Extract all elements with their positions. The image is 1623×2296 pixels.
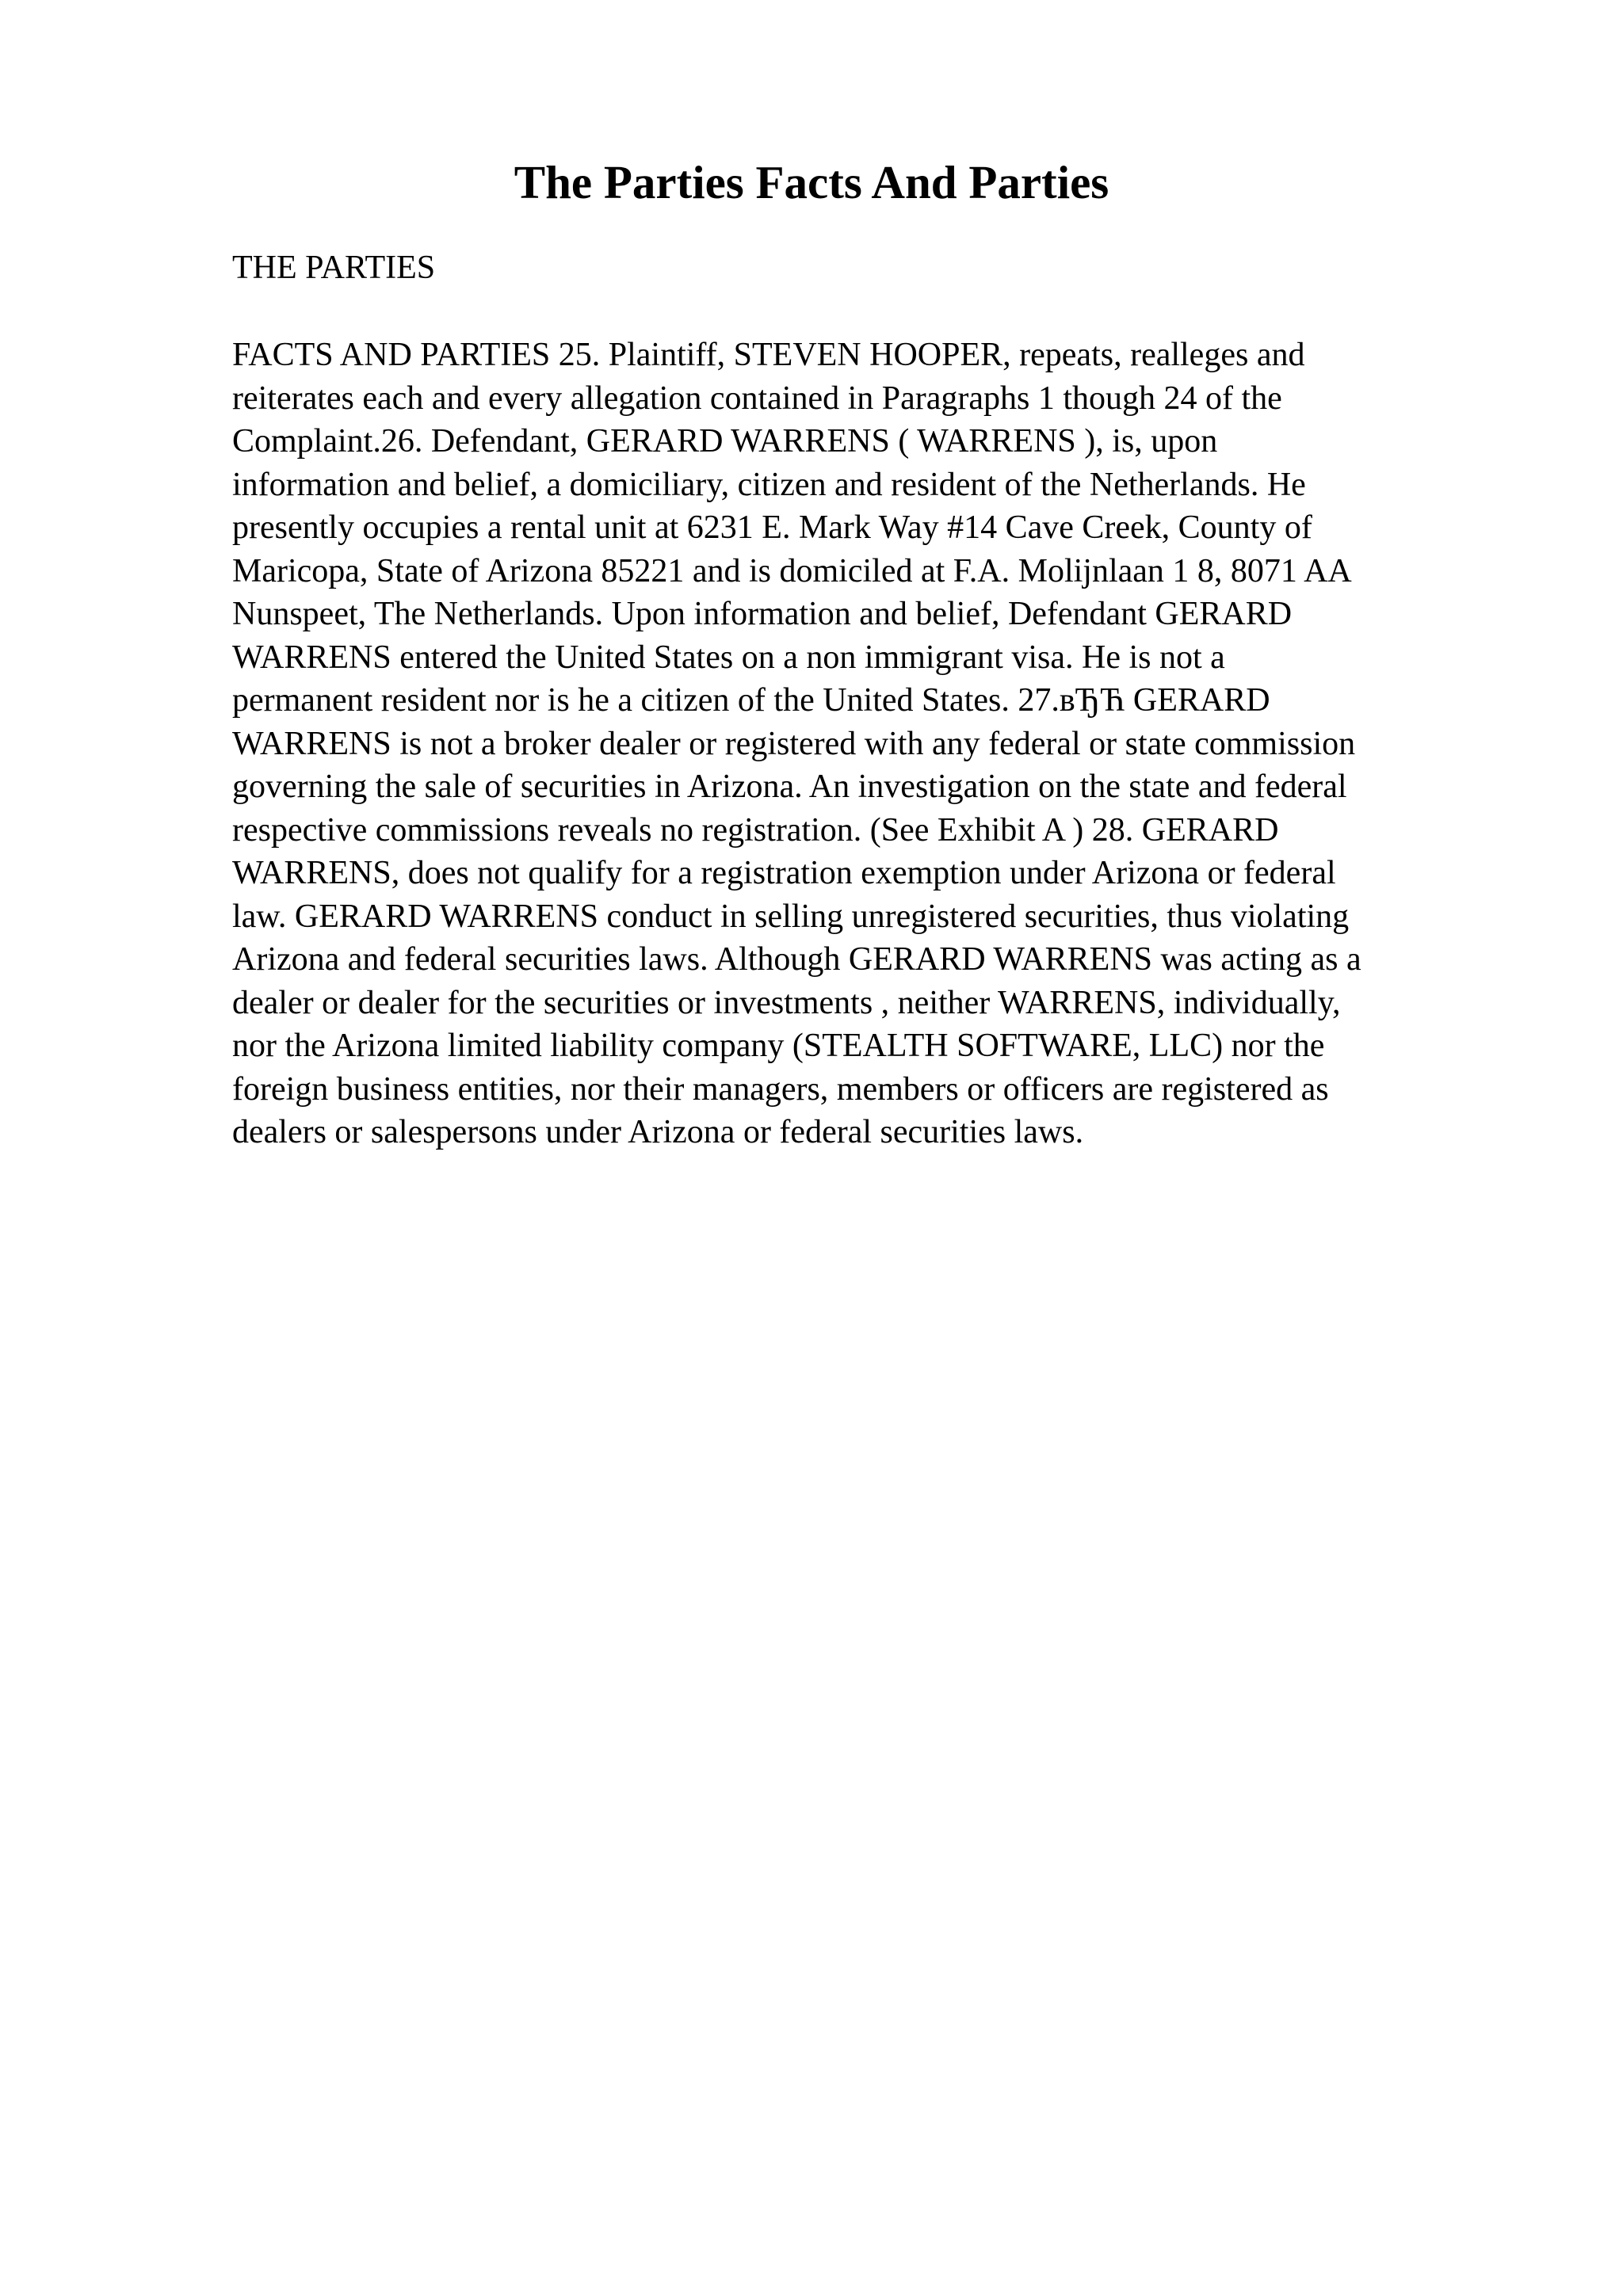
body-line: WARRENS, does not qualify for a registration exemption under Arizona or federal — [232, 855, 1336, 891]
body-line: WARRENS entered the United States on a non immigrant visa. He is not a — [232, 639, 1225, 676]
body-line: foreign business entities, nor their managers, members or officers are registered as — [232, 1070, 1329, 1108]
body-line: permanent resident nor is he a citizen of the United States. 27.вЂЋ GERARD — [232, 682, 1270, 719]
document-title: The Parties Facts And Parties — [514, 156, 1109, 208]
section-heading: THE PARTIES — [232, 250, 436, 286]
body-line: reiterates each and every allegation contained in Paragraphs 1 though 24 of the — [232, 379, 1282, 417]
body-line: FACTS AND PARTIES 25. Plaintiff, STEVEN HOOPER, repeats, realleges and — [232, 337, 1305, 373]
body-line: Arizona and federal securities laws. Although GERARD WARRENS was acting as a — [232, 941, 1361, 978]
body-line: Maricopa, State of Arizona 85221 and is domiciled at F.A. Molijnlaan 1 8, 8071 AA — [232, 552, 1352, 589]
body-paragraph — [232, 334, 1500, 1154]
body-line: WARRENS is not a broker dealer or registered with any federal or state commission — [232, 725, 1356, 762]
body-line: Nunspeet, The Netherlands. Upon information and belief, Defendant GERARD — [232, 596, 1293, 632]
body-line: nor the Arizona limited liability company (STEALTH SOFTWARE, LLC) nor the — [232, 1028, 1325, 1064]
body-line: law. GERARD WARRENS conduct in selling unregistered securities, thus violating — [232, 898, 1350, 935]
body-line: governing the sale of securities in Arizona. An investigation on the state and federal — [232, 769, 1347, 805]
body-line: respective commissions reveals no registration. (See Exhibit A ) 28. GERARD — [232, 811, 1279, 849]
body-line: Complaint.26. Defendant, GERARD WARRENS ( WARRENS ), is, upon — [232, 423, 1218, 460]
body-line: dealer or dealer for the securities or investments , neither WARRENS, individually, — [232, 984, 1341, 1021]
body-line: dealers or salespersons under Arizona or federal securities laws. — [232, 1114, 1084, 1150]
body-line: presently occupies a rental unit at 6231 E. Mark Way #14 Cave Creek, County of — [232, 509, 1312, 546]
body-line: information and belief, a domiciliary, citizen and resident of the Netherlands. He — [232, 466, 1306, 503]
